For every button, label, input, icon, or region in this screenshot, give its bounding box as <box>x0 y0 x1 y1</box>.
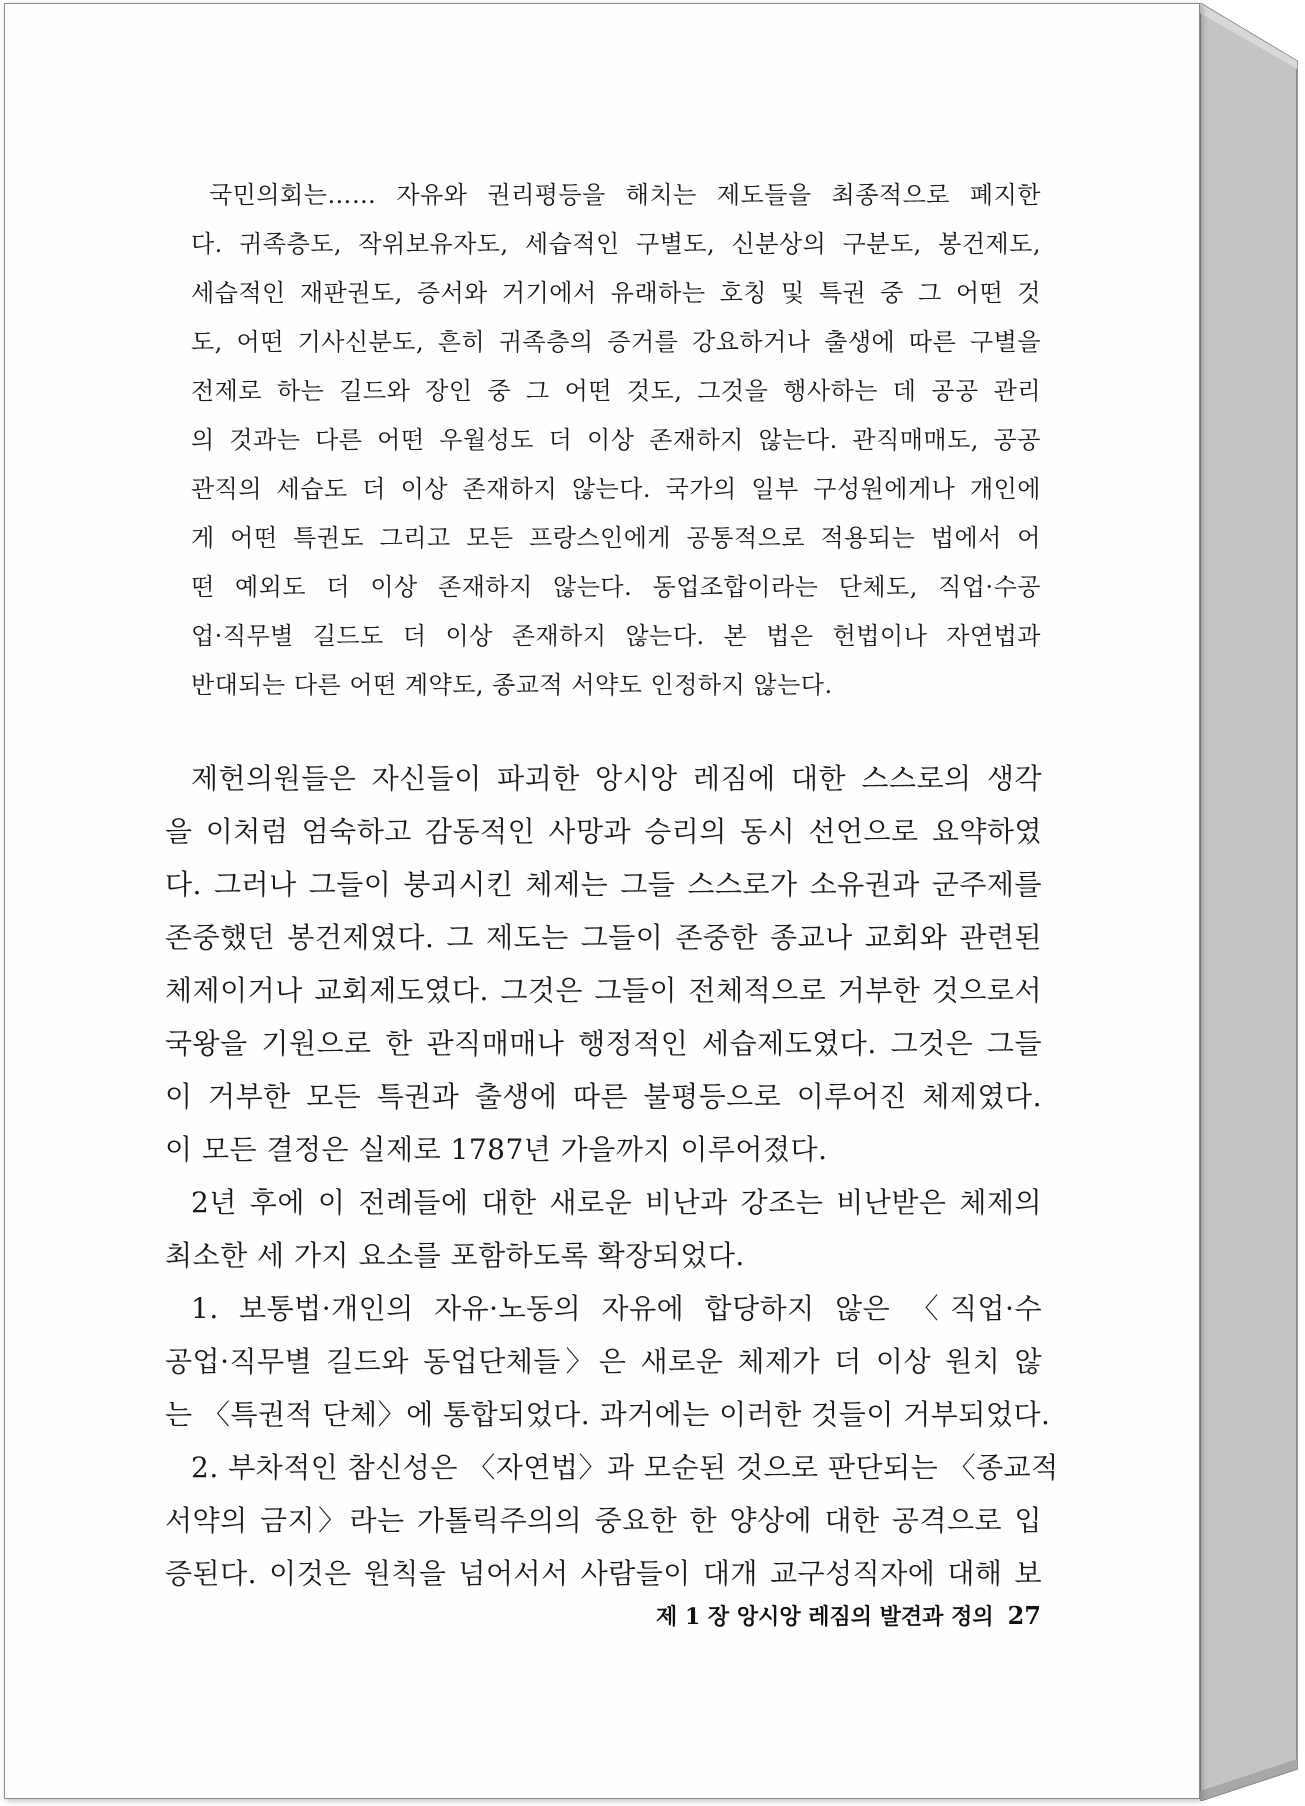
book-edge-shading <box>1200 3 1301 1801</box>
quote-line: 세습적인 재판권도, 증서와 거기에서 유래하는 호칭 및 특권 중 그 어떤 것 <box>191 279 1041 307</box>
document-page <box>4 3 1200 1799</box>
body-line: 이 거부한 모든 특권과 출생에 따른 불평등으로 이루어진 체제였다. <box>165 1080 1042 1113</box>
body-line: 국왕을 기원으로 한 관직매매나 행정적인 세습제도였다. 그것은 그들 <box>165 1027 1042 1060</box>
body-line: 2. 부차적인 참신성은 〈자연법〉과 모순된 것으로 판단되는 〈종교적 <box>191 1451 1059 1484</box>
body-line: 제헌의원들은 자신들이 파괴한 앙시앙 레짐에 대한 스스로의 생각 <box>191 762 1042 795</box>
body-line: 체제이거나 교회제도였다. 그것은 그들이 전체적으로 거부한 것으로서 <box>165 974 1042 1007</box>
page-number: 27 <box>1007 1601 1041 1630</box>
chapter-title: 제 1 장 앙시앙 레짐의 발견과 정의 <box>656 1604 994 1630</box>
quote-line: 의 것과는 다른 어떤 우월성도 더 이상 존재하지 않는다. 관직매매도, 공공 <box>191 426 1041 454</box>
body-line: 이 모든 결정은 실제로 1787년 가을까지 이루어졌다. <box>165 1133 828 1166</box>
body-line: 을 이처럼 엄숙하고 감동적인 사망과 승리의 동시 선언으로 요약하였 <box>165 815 1042 848</box>
running-footer <box>605 1600 1041 1631</box>
quote-line: 국민의회는…… 자유와 권리평등을 해치는 제도들을 최종적으로 폐지한 <box>209 181 1041 209</box>
body-line: 서약의 금지〉라는 가톨릭주의의 중요한 한 양상에 대한 공격으로 입 <box>165 1504 1042 1537</box>
body-line: 증된다. 이것은 원칙을 넘어서서 사람들이 대개 교구성직자에 대해 보 <box>165 1557 1042 1590</box>
quote-line: 게 어떤 특권도 그리고 모든 프랑스인에게 공통적으로 적용되는 법에서 어 <box>191 524 1041 552</box>
body-line: 다. 그러나 그들이 붕괴시킨 체제는 그들 스스로가 소유권과 군주제를 <box>165 868 1042 901</box>
body-line: 1. 보통법·개인의 자유·노동의 자유에 합당하지 않은 〈직업·수 <box>191 1292 1042 1325</box>
quote-line: 업·직무별 길드도 더 이상 존재하지 않는다. 본 법은 헌법이나 자연법과 <box>191 622 1041 650</box>
quote-line: 반대되는 다른 어떤 계약도, 종교적 서약도 인정하지 않는다. <box>191 671 833 699</box>
quote-line: 관직의 세습도 더 이상 존재하지 않는다. 국가의 일부 구성원에게나 개인에 <box>191 475 1041 503</box>
body-line: 존중했던 봉건제였다. 그 제도는 그들이 존중한 종교나 교회와 관련된 <box>165 921 1042 954</box>
body-line: 2년 후에 이 전례들에 대한 새로운 비난과 강조는 비난받은 체제의 <box>191 1186 1042 1219</box>
quote-line: 전제로 하는 길드와 장인 중 그 어떤 것도, 그것을 행사하는 데 공공 관리 <box>191 377 1041 405</box>
quote-line: 도, 어떤 기사신분도, 흔히 귀족층의 증거를 강요하거나 출생에 따른 구별을 <box>191 328 1041 356</box>
quote-line: 떤 예외도 더 이상 존재하지 않는다. 동업조합이라는 단체도, 직업·수공 <box>191 573 1041 601</box>
body-line: 공업·직무별 길드와 동업단체들〉은 새로운 체제가 더 이상 원치 않 <box>165 1345 1042 1378</box>
body-line: 최소한 세 가지 요소를 포함하도록 확장되었다. <box>165 1239 745 1272</box>
body-line: 는 〈특권적 단체〉에 통합되었다. 과거에는 이러한 것들이 거부되었다. <box>165 1398 1051 1431</box>
quote-line: 다. 귀족층도, 작위보유자도, 세습적인 구별도, 신분상의 구분도, 봉건제도, <box>191 230 1041 258</box>
